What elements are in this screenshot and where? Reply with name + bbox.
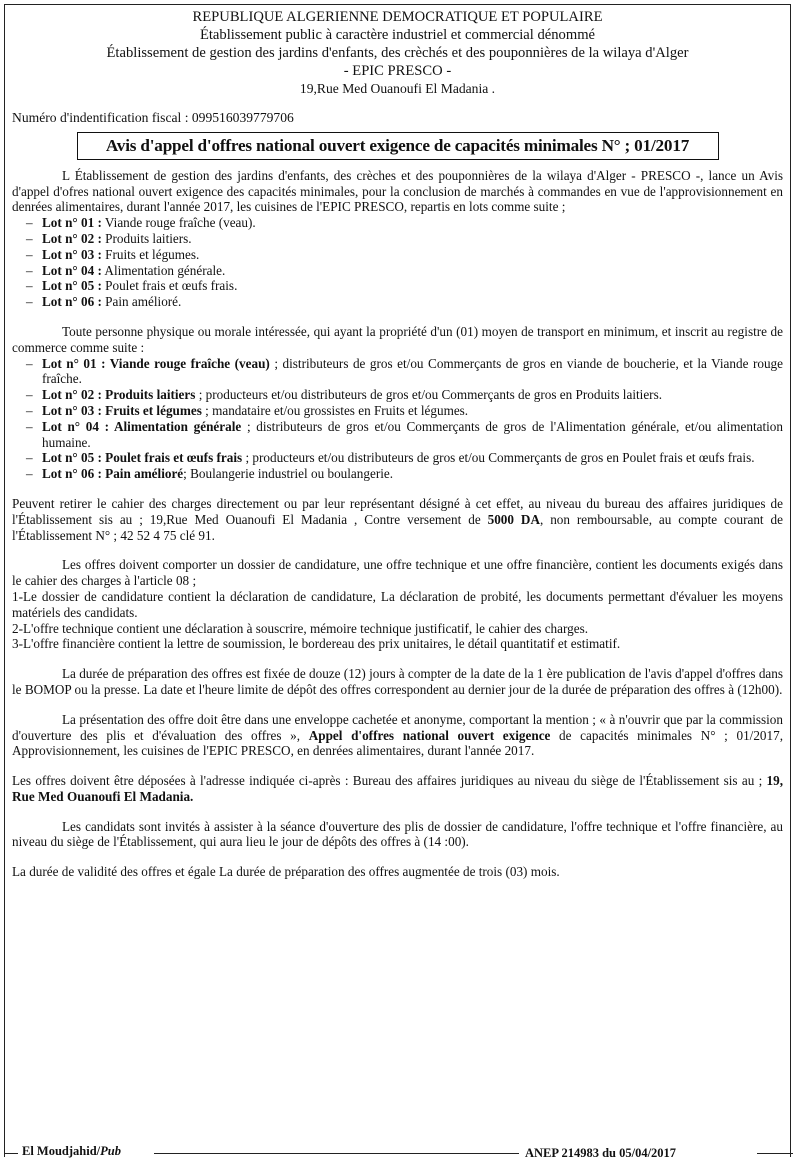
offres-item-1: 1-Le dossier de candidature contient la déclaration de candidature, La déclaration de probité, les documents permettant d'évaluer les moyens matériels des candidats.: [12, 588, 783, 620]
eligibility-intro: Toute personne physique ou morale intéressée, qui ayant la propriété d'un (01) moyen de transport en minimum, et inscrit au registre de commerce comme suite :: [12, 323, 783, 355]
duree-paragraph: La durée de préparation des offres est fixée de douze (12) jours à compter de la date de la 1 ère publication de l'avis d'appel d'offres dans le BOMOP ou la presse. La date et l'heure limite de dépôt des offres correspondent au dernier jour de la durée de préparation des offres à (12h00).: [12, 666, 783, 697]
footer-rule-left: [4, 1153, 18, 1154]
list-item: – Lot n° 01 : Viande rouge fraîche (veau) ; distributeurs de gros et/ou Commerçants de gros en viande de boucherie, et la Viande rouge fraîche.: [26, 355, 783, 387]
validite-paragraph: La durée de validité des offres et égale La durée de préparation des offres augmentée de trois (03) mois.: [12, 864, 560, 880]
header-line-status: Établissement public à caractère industriel et commercial dénommé: [199, 27, 596, 43]
seance-paragraph: Les candidats sont invités à assister à la séance d'ouverture des plis de dossier de candidature, l'offre technique et l'offre financière, au niveau du siège de l'Établissement, qui aura lieu le jour de dépôts des offres à (14 :00).: [12, 818, 783, 850]
presentation-paragraph: La présentation des offre doit être dans une enveloppe cachetée et anonyme, comportant la mention ; « à n'ouvrir que par la commission d'ouverture des plis et d'évaluation des offres », Appel d'offres national ouvert exigence de capacités minimales N° ; 01/2017, Approvisionnement, les cuisines de l'EPIC PRESCO, en denrées alimentaires, durant l'année 2017.: [12, 711, 783, 759]
offres-intro: Les offres doivent comporter un dossier de candidature, une offre technique et une offre financière, contient les documents exigés dans le cahier des charges à l'article 08 ;: [12, 557, 783, 589]
list-item: – Lot n° 03 : Fruits et légumes.: [26, 246, 200, 262]
footer-source: El Moudjahid/Pub: [22, 1144, 121, 1158]
eligibility-list: [12, 356, 783, 482]
fiscal-id: Numéro d'indentification fiscal : 099516039779706: [12, 110, 294, 125]
lots-list: [12, 215, 783, 310]
list-item: – Lot n° 02 : Produits laitiers ; producteurs et/ou distributeurs de gros et/ou Commerçants de gros en Produits laitiers.: [26, 387, 662, 403]
footer: [4, 1143, 793, 1163]
footer-rule-middle: [154, 1153, 519, 1154]
list-item: – Lot n° 04 : Alimentation générale ; distributeurs de gros et/ou Commerçants de gros de l'Alimentation générale, et/ou alimentation humaine.: [26, 418, 783, 450]
list-item: – Lot n° 05 : Poulet frais et œufs frais.: [26, 278, 238, 294]
list-item: – Lot n° 06 : Pain amélioré; Boulangerie industriel ou boulangerie.: [26, 466, 394, 482]
list-item: – Lot n° 06 : Pain amélioré.: [26, 294, 182, 310]
header-line-republic: REPUBLIQUE ALGERIENNE DEMOCRATIQUE ET POPULAIRE: [192, 9, 603, 25]
header-line-epic: - EPIC PRESCO -: [343, 63, 452, 79]
offres-item-2: 2-L'offre technique contient une déclaration à souscrire, mémoire technique justificatif, le cahier des charges.: [12, 620, 589, 636]
footer-anep-ref: ANEP 214983 du 05/04/2017: [525, 1146, 677, 1160]
notice-title: Avis d'appel d'offres national ouvert exigence de capacités minimales N° ; 01/2017: [77, 132, 719, 160]
intro-paragraph: L Établissement de gestion des jardins d'enfants, des crèches et des pouponnières de la wilaya d'Alger - PRESCO -, lance un Avis d'appel d'ofres national ouvert exigence des capacités minimales, pour la conclusion de marchés à commandes en vue de l'approvisionnement en denrées alimentaires, durant l'année 2017, les cuisines de l'EPIC PRESCO, repartis en lots comme suite ;: [12, 167, 783, 215]
list-item: – Lot n° 05 : Poulet frais et œufs frais ; producteurs et/ou distributeurs de gros et/ou Commerçants de gros en Poulet frais et œufs frais.: [26, 450, 755, 466]
list-item: – Lot n° 01 : Viande rouge fraîche (veau).: [26, 215, 256, 231]
header-line-address: 19,Rue Med Ouanoufi El Madania .: [299, 81, 496, 96]
footer-rule-right: [757, 1153, 793, 1154]
list-item: – Lot n° 03 : Fruits et légumes ; mandataire et/ou grossistes en Fruits et légumes.: [26, 402, 469, 418]
cahier-paragraph: Peuvent retirer le cahier des charges directement ou par leur représentant désigné à cet effet, au niveau du bureau des affaires juridiques de l'Établissement sis au ; 19,Rue Med Ouanoufi El Madania , Contre versement de 5000 DA, non remboursable, au compte courant de l'Établissement N° ; 42 52 4 75 clé 91.: [12, 495, 783, 543]
offres-item-3: 3-L'offre financière contient la lettre de soumission, le bordereau des prix unitaires, le détail quantitatif et estimatif.: [12, 636, 621, 652]
list-item: – Lot n° 02 : Produits laitiers.: [26, 230, 192, 246]
header-line-establishment: Établissement de gestion des jardins d'enfants, des crèchés et des pouponnières de la wilaya d'Alger: [106, 45, 689, 61]
header: [12, 8, 783, 98]
list-item: – Lot n° 04 : Alimentation générale.: [26, 262, 226, 278]
depot-paragraph: Les offres doivent être déposées à l'adresse indiquée ci-après : Bureau des affaires juridiques au niveau du siège de l'Établissement sis au ; 19, Rue Med Ouanoufi El Madania.: [12, 773, 783, 804]
document-page: [12, 8, 783, 880]
